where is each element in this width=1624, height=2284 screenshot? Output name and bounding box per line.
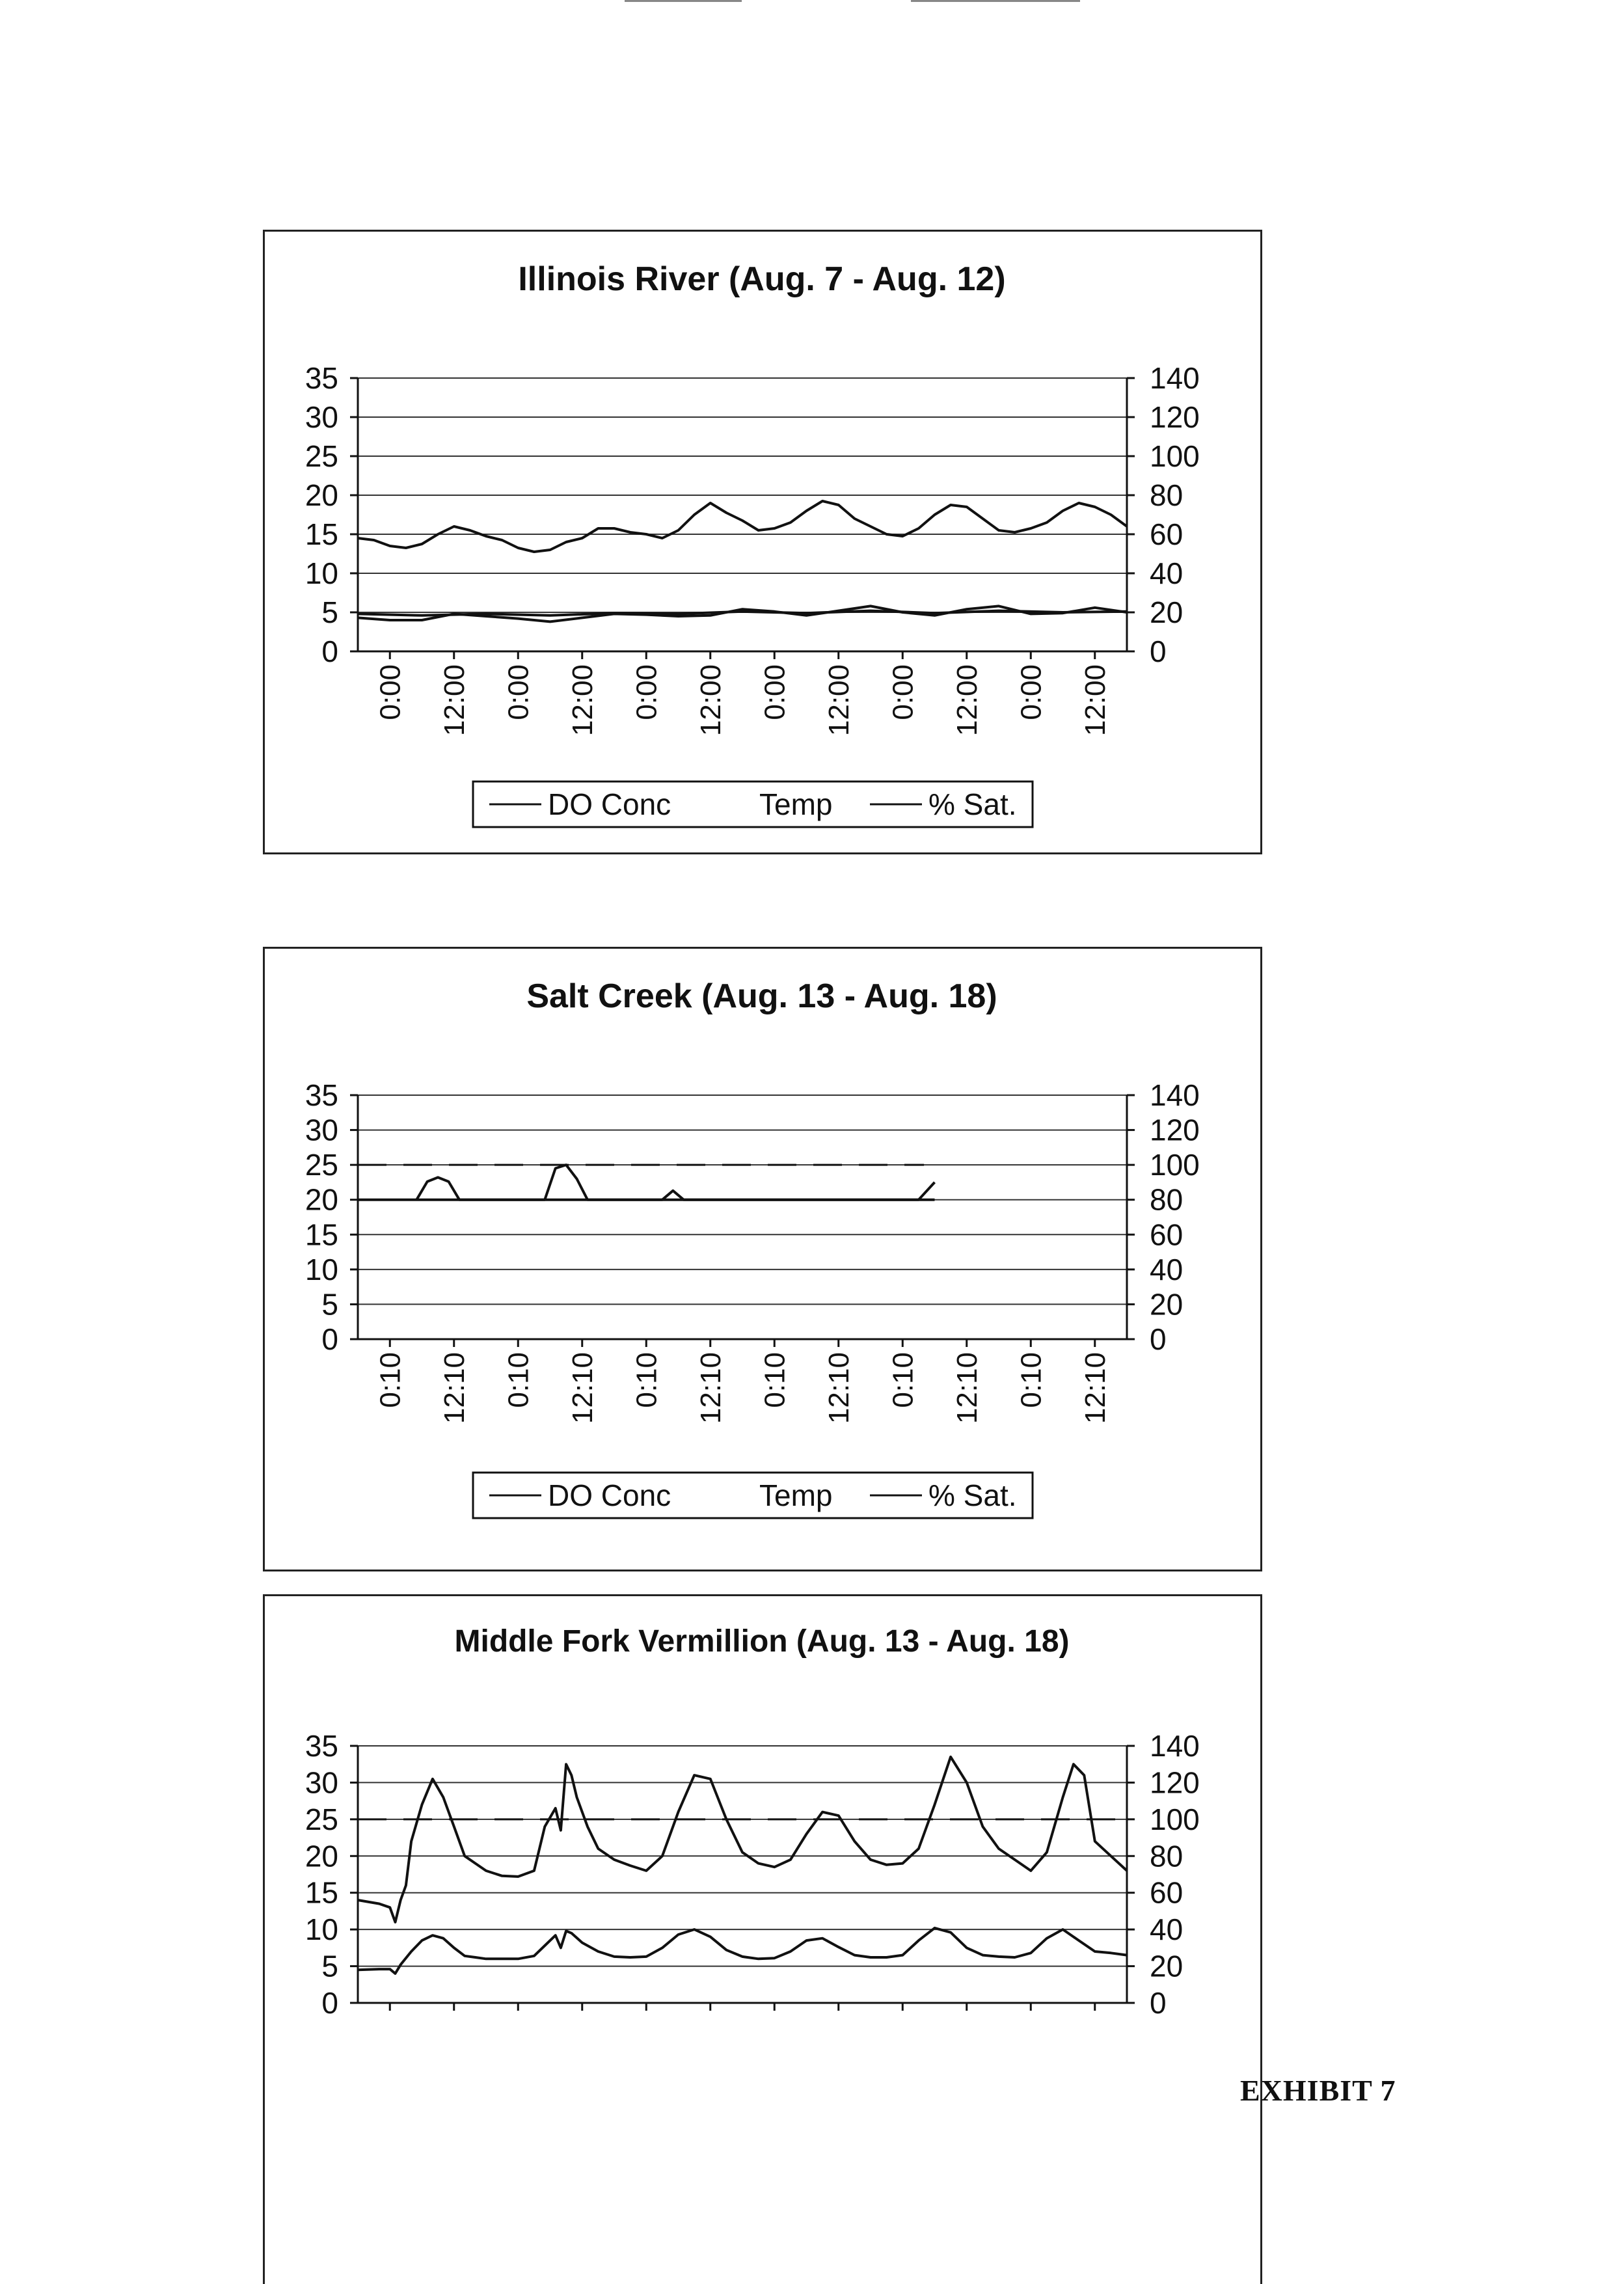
y-left-tick-label: 20 xyxy=(304,1182,338,1217)
y-left-tick-label: 20 xyxy=(304,478,338,512)
x-tick-label: 0:00 xyxy=(630,664,663,720)
legend-label-do-conc: DO Conc xyxy=(548,787,671,821)
y-right-tick-label: 100 xyxy=(1150,1802,1200,1836)
middle-fork-vermillion-chart xyxy=(263,1594,1262,2284)
y-right-tick-label: 40 xyxy=(1150,1252,1184,1286)
x-tick-label: 12:00 xyxy=(438,664,470,737)
y-left-tick-label: 10 xyxy=(304,1252,338,1286)
y-right-tick-label: 120 xyxy=(1150,1113,1200,1147)
legend-label-sat: % Sat. xyxy=(928,1478,1017,1512)
x-tick-label: 12:00 xyxy=(566,664,599,737)
x-tick-label: 12:10 xyxy=(822,1352,855,1424)
illinois-river-chart xyxy=(263,230,1262,854)
y-right-tick-label: 0 xyxy=(1150,634,1167,668)
y-right-tick-label: 80 xyxy=(1150,1182,1184,1217)
x-tick-label: 0:10 xyxy=(1015,1352,1048,1408)
x-tick-label: 0:00 xyxy=(887,664,919,720)
x-tick-label: 12:10 xyxy=(566,1352,599,1424)
y-right-tick-label: 100 xyxy=(1150,1148,1200,1182)
y-right-tick-label: 60 xyxy=(1150,1875,1184,1910)
x-tick-label: 12:10 xyxy=(438,1352,470,1424)
y-right-tick-label: 140 xyxy=(1150,1078,1200,1112)
y-left-tick-label: 15 xyxy=(304,1875,338,1910)
y-right-tick-label: 40 xyxy=(1150,1912,1184,1947)
y-left-tick-label: 0 xyxy=(321,1322,338,1356)
series-line-do-conc xyxy=(416,1165,934,1200)
y-right-tick-label: 100 xyxy=(1150,439,1200,473)
x-tick-label: 12:10 xyxy=(951,1352,983,1424)
x-tick-label: 0:10 xyxy=(759,1352,791,1408)
x-tick-label: 0:00 xyxy=(759,664,791,720)
y-right-tick-label: 140 xyxy=(1150,361,1200,395)
x-tick-label: 0:00 xyxy=(374,664,407,720)
y-right-tick-label: 20 xyxy=(1150,1287,1184,1322)
x-tick-label: 0:10 xyxy=(630,1352,663,1408)
legend-label-temp: Temp xyxy=(759,1478,833,1512)
salt-creek-chart-svg xyxy=(265,949,1260,1570)
y-left-tick-label: 30 xyxy=(304,1765,338,1800)
exhibit-label: EXHIBIT 7 xyxy=(1240,2074,1396,2107)
y-right-tick-label: 0 xyxy=(1150,1322,1167,1356)
x-tick-label: 0:10 xyxy=(887,1352,919,1408)
x-tick-label: 12:00 xyxy=(1079,664,1111,737)
scan-mark-right xyxy=(911,0,1080,2)
y-left-tick-label: 25 xyxy=(304,439,338,473)
y-left-tick-label: 30 xyxy=(304,1113,338,1147)
y-left-tick-label: 30 xyxy=(304,400,338,434)
x-tick-label: 0:00 xyxy=(1015,664,1048,720)
y-right-tick-label: 140 xyxy=(1150,1729,1200,1763)
y-left-tick-label: 0 xyxy=(321,634,338,668)
x-tick-label: 12:10 xyxy=(694,1352,727,1424)
y-left-tick-label: 5 xyxy=(321,1287,338,1322)
y-left-tick-label: 35 xyxy=(304,1078,338,1112)
x-tick-label: 0:10 xyxy=(374,1352,407,1408)
y-right-tick-label: 60 xyxy=(1150,1217,1184,1252)
y-right-tick-label: 40 xyxy=(1150,556,1184,590)
middle-fork-vermillion-chart-svg xyxy=(265,1596,1260,2284)
y-right-tick-label: 20 xyxy=(1150,1949,1184,1983)
legend-label-temp: Temp xyxy=(759,787,833,821)
y-right-tick-label: 20 xyxy=(1150,595,1184,629)
y-left-tick-label: 35 xyxy=(304,1729,338,1763)
y-right-tick-label: 0 xyxy=(1150,1986,1167,2020)
chart-title: Salt Creek (Aug. 13 - Aug. 18) xyxy=(526,977,997,1015)
chart-title: Middle Fork Vermillion (Aug. 13 - Aug. 18) xyxy=(454,1624,1070,1659)
y-left-tick-label: 5 xyxy=(321,1949,338,1983)
y-left-tick-label: 10 xyxy=(304,556,338,590)
y-left-tick-label: 25 xyxy=(304,1148,338,1182)
x-tick-label: 12:00 xyxy=(822,664,855,737)
y-left-tick-label: 15 xyxy=(304,517,338,551)
y-left-tick-label: 35 xyxy=(304,361,338,395)
y-right-tick-label: 80 xyxy=(1150,1839,1184,1873)
y-left-tick-label: 20 xyxy=(304,1839,338,1873)
illinois-river-chart-svg xyxy=(265,232,1260,852)
y-left-tick-label: 25 xyxy=(304,1802,338,1836)
x-tick-label: 12:10 xyxy=(1079,1352,1111,1424)
y-right-tick-label: 60 xyxy=(1150,517,1184,551)
y-right-tick-label: 120 xyxy=(1150,400,1200,434)
x-tick-label: 0:10 xyxy=(502,1352,535,1408)
y-left-tick-label: 0 xyxy=(321,1986,338,2020)
salt-creek-chart xyxy=(263,947,1262,1571)
y-right-tick-label: 80 xyxy=(1150,478,1184,512)
y-right-tick-label: 120 xyxy=(1150,1765,1200,1800)
legend-label-do-conc: DO Conc xyxy=(548,1478,671,1512)
x-tick-label: 12:00 xyxy=(694,664,727,737)
chart-title: Illinois River (Aug. 7 - Aug. 12) xyxy=(518,260,1006,298)
y-left-tick-label: 15 xyxy=(304,1217,338,1252)
x-tick-label: 12:00 xyxy=(951,664,983,737)
series-line-temp xyxy=(358,611,1127,616)
legend-label-sat: % Sat. xyxy=(928,787,1017,821)
series-line-sat xyxy=(358,501,1127,552)
x-tick-label: 0:00 xyxy=(502,664,535,720)
series-line-do-conc xyxy=(358,1757,1127,1922)
y-left-tick-label: 5 xyxy=(321,595,338,629)
y-left-tick-label: 10 xyxy=(304,1912,338,1947)
scan-mark-left xyxy=(625,0,742,2)
